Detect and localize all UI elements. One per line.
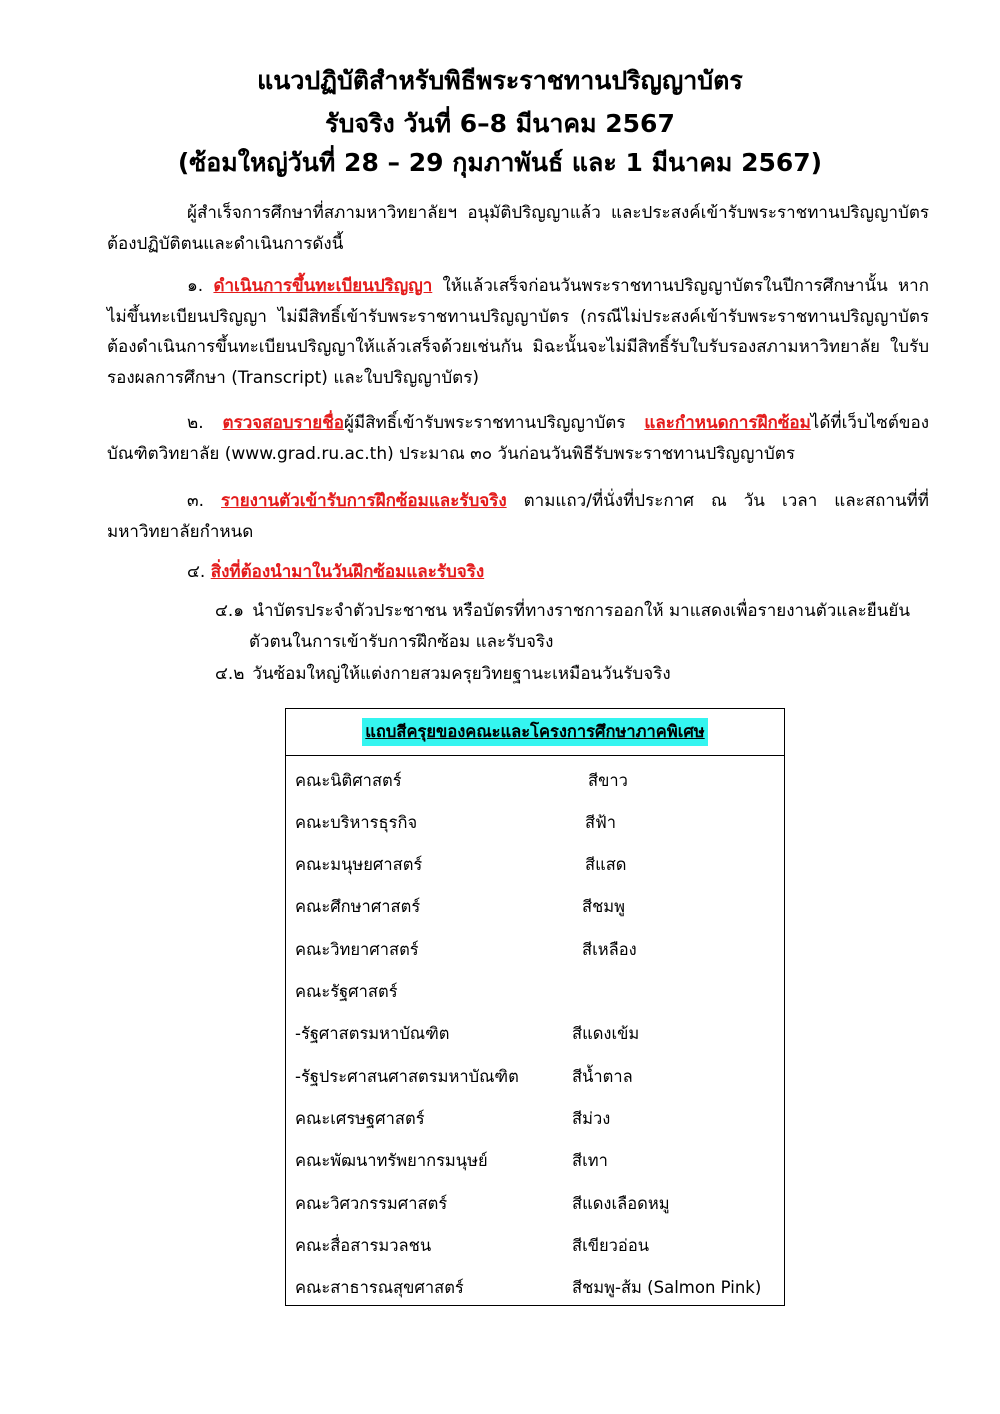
- item-2-text-b: ได้ที่เว็บไซต์ของบัณฑิตวิทยาลัย (www.grad.ru.ac.th) ประมาณ ๓๐ วันก่อนวันพิธีรับพระราชทานปริญญาบัตร: [107, 413, 929, 464]
- faculty-name: -รัฐศาสตรมหาบัณฑิต: [295, 1024, 450, 1043]
- table-row: [295, 1019, 775, 1049]
- faculty-name: คณะนิติศาสตร์: [295, 771, 402, 790]
- gown-color: สีเขียวอ่อน: [572, 1236, 650, 1255]
- intro-paragraph: [107, 198, 929, 259]
- item-4-highlight: สิ่งที่ต้องนำมาในวันฝึกซ้อมและรับจริง: [210, 562, 485, 582]
- gown-color: สีน้ำตาล: [572, 1067, 633, 1086]
- page-title-line1: แนวปฏิบัติสำหรับพิธีพระราชทานปริญญาบัตร: [257, 66, 743, 95]
- table-row: [295, 1189, 775, 1219]
- table-row: [295, 850, 775, 880]
- gown-color: สีฟ้า: [585, 813, 617, 832]
- item-2-highlight: ตรวจสอบรายชื่อ: [222, 413, 344, 433]
- item-3-number: ๓.: [187, 491, 205, 511]
- subitem-4-1-line2: ตัวตนในการเข้ารับการฝึกซ้อม และรับจริง: [249, 631, 554, 652]
- gown-color: สีชมพู-ส้ม (Salmon Pink): [572, 1278, 762, 1297]
- table-row: [295, 1104, 775, 1134]
- item-2-text-a: ผู้มีสิทธิ์เข้ารับพระราชทานปริญญาบัตร: [344, 413, 645, 433]
- item-1-number: ๑.: [187, 276, 204, 296]
- gown-color: สีแดงเลือดหมู: [572, 1194, 670, 1213]
- subitem-4-2-line1: วันซ้อมใหญ่ให้แต่งกายสวมครุยวิทยฐานะเหมือนวันรับจริง: [252, 664, 671, 684]
- faculty-name: คณะรัฐศาสตร์: [295, 982, 398, 1001]
- faculty-name: คณะมนุษยศาสตร์: [295, 855, 423, 874]
- item-4: [187, 557, 484, 588]
- table-row: [295, 1146, 775, 1176]
- table-heading-text: แถบสีครุยของคณะและโครงการศึกษาภาคพิเศษ: [362, 718, 707, 746]
- item-2-number: ๒.: [187, 413, 204, 433]
- table-row: [295, 1062, 775, 1092]
- table-row: [295, 935, 775, 965]
- subitem-4-1: [215, 596, 929, 657]
- faculty-name: คณะพัฒนาทรัพยากรมนุษย์: [295, 1151, 488, 1170]
- gown-color: สีชมพู: [582, 897, 626, 916]
- page-title-line2: รับจริง วันที่ 6–8 มีนาคม 2567: [325, 109, 675, 138]
- faculty-name: คณะวิทยาศาสตร์: [295, 940, 419, 959]
- faculty-name: คณะเศรษฐศาสตร์: [295, 1109, 425, 1128]
- item-1-highlight: ดำเนินการขึ้นทะเบียนปริญญา: [213, 276, 433, 296]
- gown-color: สีม่วง: [572, 1109, 611, 1128]
- subitem-4-2-number: ๔.๒: [215, 664, 245, 684]
- gown-color-table: [285, 708, 785, 1306]
- faculty-name: คณะศึกษาศาสตร์: [295, 897, 421, 916]
- faculty-name: -รัฐประศาสนศาสตรมหาบัณฑิต: [295, 1067, 519, 1086]
- table-row: [295, 1231, 775, 1261]
- item-3-text: ตามแถว/ที่นั่งที่ประกาศ ณ วัน เวลา และสถานที่ที่มหาวิทยาลัยกำหนด: [107, 491, 929, 542]
- item-3: [107, 486, 929, 547]
- item-3-highlight: รายงานตัวเข้ารับการฝึกซ้อมและรับจริง: [221, 491, 507, 511]
- table-row: [295, 977, 775, 1007]
- faculty-name: คณะสื่อสารมวลชน: [295, 1236, 432, 1255]
- subitem-4-1-number: ๔.๑: [215, 601, 245, 621]
- table-row: [295, 766, 775, 796]
- faculty-name: คณะบริหารธุรกิจ: [295, 813, 418, 832]
- intro-text: ผู้สำเร็จการศึกษาที่สภามหาวิทยาลัยฯ อนุมัติปริญญาแล้ว และประสงค์เข้ารับพระราชทานปริญญาบัตร ต้องปฏิบัติตนและดำเนินการดังนี้: [107, 203, 929, 254]
- page-title-line3: (ซ้อมใหญ่วันที่ 28 – 29 กุมภาพันธ์ และ 1 มีนาคม 2567): [177, 148, 823, 177]
- table-heading: [286, 709, 784, 756]
- gown-color: สีขาว: [588, 771, 628, 790]
- gown-color: สีแสด: [585, 855, 627, 874]
- subitem-4-1-line1: นำบัตรประจำตัวประชาชน หรือบัตรที่ทางราชการออกให้ มาแสดงเพื่อรายงานตัวและยืนยัน: [252, 601, 910, 621]
- item-2: [107, 408, 929, 469]
- gown-color: สีเทา: [572, 1151, 608, 1170]
- faculty-name: คณะสาธารณสุขศาสตร์: [295, 1278, 464, 1297]
- gown-color: สีแดงเข้ม: [572, 1024, 640, 1043]
- table-row: [295, 808, 775, 838]
- item-1: [107, 271, 929, 393]
- item-4-number: ๔.: [187, 562, 206, 582]
- table-row: [295, 1273, 775, 1303]
- table-row: [295, 892, 775, 922]
- gown-color: สีเหลือง: [582, 940, 637, 959]
- item-2-highlight-2: และกำหนดการฝึกซ้อม: [644, 413, 811, 433]
- subitem-4-2: [215, 659, 929, 690]
- item-1-text: ให้แล้วเสร็จก่อนวันพระราชทานปริญญาบัตรในปีการศึกษานั้น หากไม่ขึ้นทะเบียนปริญญา ไม่มีสิทธิ์เข้ารับพระราชทานปริญญาบัตร (กรณีไม่ประสงค์เข้ารับพระราชทานปริญญาบัตร ต้องดำเนินการขึ้นทะเบียนปริญญาให้แล้วเสร็จด้วยเช่นกัน มิฉะนั้นจะไม่มีสิทธิ์รับใบรับรองสภามหาวิทยาลัย ใบรับรองผลการศึกษา (Transcript) และใบปริญญาบัตร): [107, 276, 929, 388]
- faculty-name: คณะวิศวกรรมศาสตร์: [295, 1194, 448, 1213]
